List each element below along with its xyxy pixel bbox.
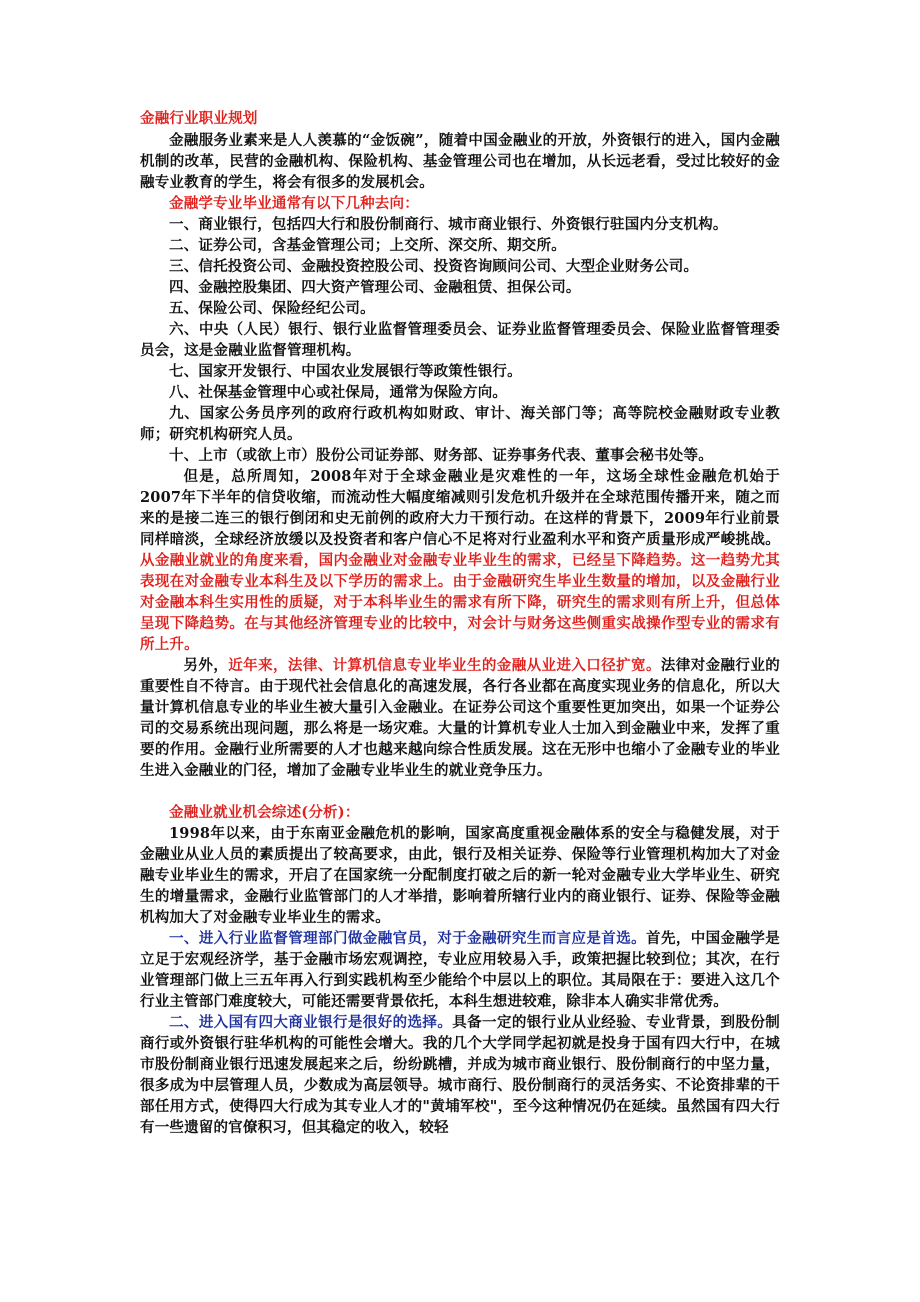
opportunity-1-text: 首先，中国金融学是立足于宏观经济学，基于金融市场宏观调控，专业应用较易入手，政策把握比较到位；其次，在行业管理部门做上三五年再入行到实践机构至少能给个中层以上的职位。其局限在于：要进入这几个行业主管部门难度较大，可能还需要背景依托，本科生想进较难，除非本人确实非常优秀。 xyxy=(140,930,780,1010)
document-page xyxy=(140,108,780,1138)
crisis-text: 但是，总所周知，2008年对于全球金融业是灾难性的一年，这场全球性金融危机始于2007年下半年的信贷收缩，而流动性大幅度缩减则引发危机升级并在全球范围传播开来，随之而来的是接二连三的银行倒闭和史无前例的政府大力干预行动。在这样的背景下，2009年行业前景同样暗淡，全球经济放缓以及投资者和客户信心不足将对行业盈利水平和资产质量形成严峻挑战。 xyxy=(140,468,780,548)
destination-item: 九、国家公务员序列的政府行政机构如财政、审计、海关部门等；高等院校金融财政专业教师；研究机构研究人员。 xyxy=(140,405,780,443)
opportunity-2-text: 具备一定的银行业从业经验、专业背景，到股份制商行或外资银行驻华机构的可能性会增大。我的几个大学同学起初就是投身于国有四大行中，在城市股份制商业银行迅速发展起来之后，纷纷跳槽，并成为城市商业银行、股份制商行的中坚力量，很多成为中层管理人员，少数成为高层领导。城市商行、股份制商行的灵活务实、不论资排辈的干部任用方式，使得四大行成为其专业人才的"黄埔军校"，至今这种情况仍在延续。虽然国有四大行有一些遗留的官僚积习，但其稳定的收入，较轻 xyxy=(140,1014,780,1136)
opportunity-1-paragraph xyxy=(140,928,780,1012)
opportunities-heading: 金融业就业机会综述(分析)： xyxy=(169,804,360,821)
destination-item: 七、国家开发银行、中国农业发展银行等政策性银行。 xyxy=(169,363,522,380)
document-title: 金融行业职业规划 xyxy=(140,110,258,127)
crisis-paragraph xyxy=(140,466,780,655)
also-paragraph xyxy=(140,655,780,781)
destinations-list xyxy=(140,214,780,466)
crisis-highlight: 从金融业就业的角度来看，国内金融业对金融专业毕业生的需求，已经呈下降趋势。这一趋势尤其表现在对金融专业本科生及以下学历的需求上。由于金融研究生毕业生数量的增加，以及金融行业对金融本科生实用性的质疑，对于本科毕业生的需求有所下降，研究生的需求则有所上升，但总体呈现下降趋势。在与其他经济管理专业的比较中，对会计与财务这些侧重实战操作型专业的需求有所上升。 xyxy=(140,552,780,653)
destination-item: 六、中央（人民）银行、银行业监督管理委员会、证券业监督管理委员会、保险业监督管理委员会，这是金融业监督管理机构。 xyxy=(140,321,780,359)
also-lead: 另外， xyxy=(183,657,229,674)
opportunity-2-paragraph xyxy=(140,1012,780,1138)
destination-item: 三、信托投资公司、金融投资控股公司、投资咨询顾问公司、大型企业财务公司。 xyxy=(169,258,699,275)
destinations-heading: 金融学专业毕业通常有以下几种去向： xyxy=(169,195,419,212)
intro-paragraph: 金融服务业素来是人人羡慕的“金饭碗”，随着中国金融业的开放，外资银行的进入，国内金融机制的改革，民营的金融机构、保险机构、基金管理公司也在增加，从长远老看，受过比较好的金融专业教育的学生，将会有很多的发展机会。 xyxy=(140,132,780,191)
destination-item: 一、商业银行，包括四大行和股份制商行、城市商业银行、外资银行驻国内分支机构。 xyxy=(169,216,728,233)
destination-item: 八、社保基金管理中心或社保局，通常为保险方向。 xyxy=(169,384,508,401)
opportunities-intro: 1998年以来，由于东南亚金融危机的影响，国家高度重视金融体系的安全与稳健发展，对于金融业从业人员的素质提出了较高要求，由此，银行及相关证券、保险等行业管理机构加大了对金融专业毕业生的需求，开启了在国家统一分配制度打破之后的新一轮对金融专业大学毕业生、研究生的增量需求，金融行业监管部门的人才举措，影响着所辖行业内的商业银行、证券、保险等金融机构加大了对金融专业毕业生的需求。 xyxy=(140,825,780,926)
destination-item: 五、保险公司、保险经纪公司。 xyxy=(169,300,375,317)
destination-item: 四、金融控股集团、四大资产管理公司、金融租赁、担保公司。 xyxy=(169,279,581,296)
also-highlight: 近年来，法律、计算机信息专业毕业生的金融从业进入口径扩宽。 xyxy=(228,657,661,674)
destination-item: 二、证券公司，含基金管理公司；上交所、深交所、期交所。 xyxy=(169,237,566,254)
also-text: 法律对金融行业的重要性自不待言。由于现代社会信息化的高速发展，各行各业都在高度实现业务的信息化，所以大量计算机信息专业的毕业生被大量引入金融业。在证券公司这个重要性更加突出，如果一个证券公司的交易系统出现问题，那么将是一场灾难。大量的计算机专业人士加入到金融业中来，发挥了重要的作用。金融行业所需要的人才也越来越向综合性质发展。这在无形中也缩小了金融专业的毕业生进入金融业的门径，增加了金融专业毕业生的就业竞争压力。 xyxy=(140,657,780,779)
destination-item: 十、上市（或欲上市）股份公司证券部、财务部、证券事务代表、董事会秘书处等。 xyxy=(169,447,713,464)
opportunity-1-highlight: 一、进入行业监督管理部门做金融官员，对于金融研究生而言应是首选。 xyxy=(169,930,647,947)
opportunity-2-highlight: 二、进入国有四大商业银行是很好的选择。 xyxy=(169,1014,453,1031)
section-spacer xyxy=(140,781,780,802)
